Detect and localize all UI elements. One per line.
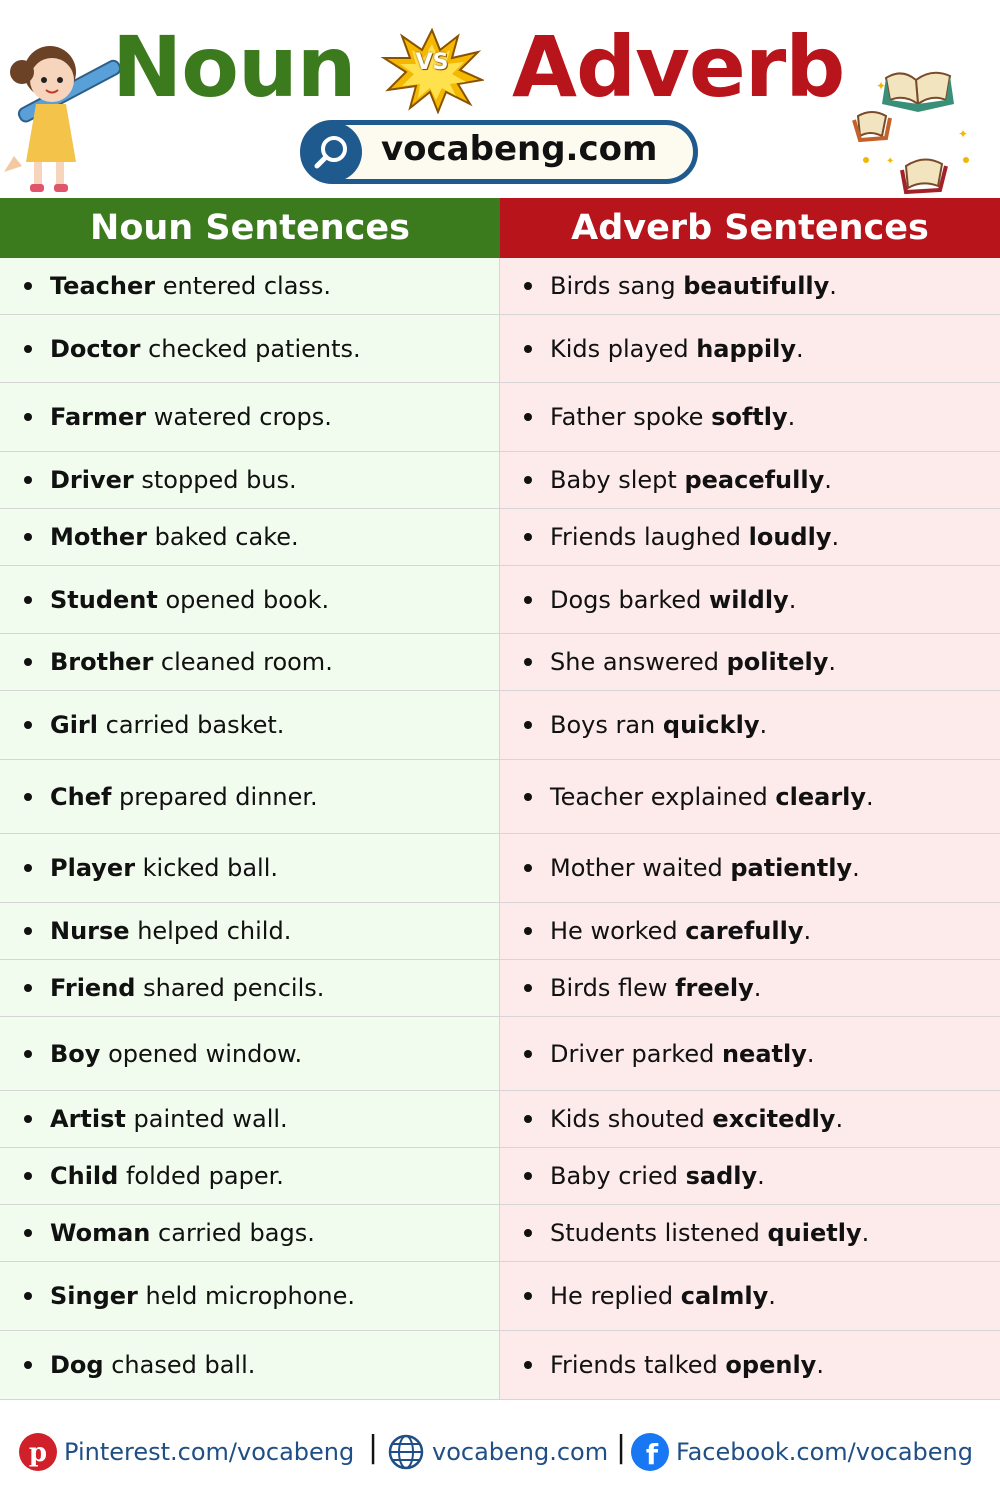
adverb-sentence-start: Teacher explained <box>550 782 776 811</box>
adverb-word: peacefully <box>684 466 825 494</box>
adverb-word: calmly <box>680 1282 769 1310</box>
adverb-sentence <box>550 711 767 739</box>
noun-sentence-row <box>0 691 500 760</box>
noun-sentence-rest: painted wall. <box>125 1105 288 1133</box>
adverb-sentence-start: She answered <box>550 648 727 676</box>
svg-text:✦: ✦ <box>886 156 895 167</box>
adverb-sentence-start: He replied <box>550 1282 681 1310</box>
bullet-icon <box>524 984 532 992</box>
adverb-sentence <box>550 586 796 614</box>
search-icon <box>302 122 362 182</box>
comparison-table <box>0 198 1000 1400</box>
noun-sentence <box>50 648 333 676</box>
noun-sentence <box>50 974 324 1002</box>
adverb-word: carefully <box>685 917 804 945</box>
bullet-icon <box>24 1229 32 1237</box>
noun-word: Doctor <box>50 334 141 363</box>
adverb-word: clearly <box>775 782 867 811</box>
noun-sentence-rest: entered class. <box>155 272 332 300</box>
svg-text:✦: ✦ <box>958 127 969 141</box>
adverb-sentence-start: Birds flew <box>550 974 676 1002</box>
noun-word: Player <box>50 854 136 882</box>
noun-sentence-rest: watered crops. <box>146 403 332 431</box>
bullet-icon <box>24 1292 32 1300</box>
bullet-icon <box>24 282 32 290</box>
adverb-sentence <box>550 466 832 494</box>
noun-sentence-row <box>0 1262 500 1331</box>
facebook-icon <box>630 1432 670 1472</box>
bullet-icon <box>524 1050 532 1058</box>
noun-sentence-row <box>0 960 500 1017</box>
bullet-icon <box>24 721 32 729</box>
adverb-sentence-start: He worked <box>550 917 686 945</box>
bullet-icon <box>24 864 32 872</box>
adverb-sentence-row <box>500 760 1000 834</box>
noun-word: Singer <box>50 1282 138 1310</box>
noun-sentence-row <box>0 383 500 452</box>
website-link[interactable] <box>386 1430 608 1474</box>
bullet-icon <box>24 596 32 604</box>
noun-word: Brother <box>50 648 154 676</box>
globe-icon <box>386 1432 426 1472</box>
vs-badge <box>380 28 484 114</box>
adverb-sentence <box>550 1219 869 1247</box>
noun-word: Girl <box>50 711 98 739</box>
pinterest-icon <box>18 1432 58 1472</box>
noun-sentence-row <box>0 509 500 566</box>
bullet-icon <box>524 793 532 801</box>
noun-sentence-row <box>0 1017 500 1091</box>
title-adverb: Adverb <box>512 18 845 116</box>
bullet-icon <box>24 1115 32 1123</box>
bullet-icon <box>524 1115 532 1123</box>
adverb-word: beautifully <box>683 272 830 300</box>
adverb-sentence-end: . <box>852 854 860 882</box>
adverb-word: sadly <box>685 1162 758 1190</box>
noun-word: Student <box>50 585 158 614</box>
adverb-sentence <box>550 1162 765 1190</box>
bullet-icon <box>524 282 532 290</box>
noun-sentence-row <box>0 903 500 960</box>
noun-sentence <box>50 783 318 811</box>
adverb-sentence-row <box>500 258 1000 315</box>
adverb-word: neatly <box>721 1039 807 1068</box>
bullet-icon <box>524 1292 532 1300</box>
bullet-icon <box>24 658 32 666</box>
adverb-sentence-end: . <box>806 1039 815 1068</box>
noun-word: Nurse <box>50 917 130 945</box>
adverb-sentence <box>550 974 761 1002</box>
adverb-sentence-row <box>500 1091 1000 1148</box>
noun-sentence <box>50 403 332 431</box>
bullet-icon <box>24 793 32 801</box>
bullet-icon <box>24 476 32 484</box>
bullet-icon <box>24 927 32 935</box>
adverb-word: openly <box>725 1351 817 1379</box>
adverb-word: politely <box>726 648 829 676</box>
bullet-icon <box>524 1172 532 1180</box>
adverb-sentence-end: . <box>757 1162 765 1190</box>
bullet-icon <box>524 1361 532 1369</box>
adverb-sentence-start: Baby slept <box>550 466 685 494</box>
adverb-sentence-end: . <box>861 1219 870 1247</box>
adverb-sentence-start: Father spoke <box>550 403 712 431</box>
adverb-sentence-end: . <box>759 711 768 739</box>
adverb-sentence-start: Dogs barked <box>550 585 710 614</box>
noun-sentence-row <box>0 258 500 315</box>
adverb-sentence-end: . <box>828 648 837 676</box>
noun-column-header: Noun Sentences <box>0 198 500 258</box>
adverb-word: freely <box>675 974 754 1002</box>
bullet-icon <box>24 533 32 541</box>
adverb-sentence-end: . <box>829 272 837 300</box>
adverb-sentence <box>550 523 839 551</box>
noun-sentence-row <box>0 1148 500 1205</box>
noun-sentence <box>50 1162 284 1190</box>
adverb-sentence-row <box>500 1205 1000 1262</box>
flying-books-illustration <box>846 60 986 200</box>
adverb-sentence-start: Students listened <box>550 1219 768 1247</box>
adverb-sentence-start: Baby cried <box>550 1162 686 1190</box>
facebook-label: Facebook.com/vocabeng <box>676 1438 973 1466</box>
adverb-sentence <box>550 335 804 363</box>
adverb-sentence <box>550 854 860 882</box>
noun-word: Boy <box>50 1039 101 1068</box>
adverb-word: excitedly <box>712 1105 836 1133</box>
adverb-sentence <box>550 272 837 300</box>
noun-sentence <box>50 1351 255 1379</box>
noun-sentence-row <box>0 452 500 509</box>
adverb-word: loudly <box>748 523 832 551</box>
noun-word: Friend <box>50 974 136 1002</box>
adverb-sentence-row <box>500 566 1000 634</box>
pinterest-link[interactable] <box>18 1430 354 1474</box>
noun-word: Child <box>50 1162 119 1190</box>
adverb-sentence-row <box>500 1331 1000 1400</box>
noun-sentence-row <box>0 634 500 691</box>
noun-sentence-rest: opened window. <box>100 1039 303 1068</box>
adverb-sentence <box>550 648 836 676</box>
noun-word: Teacher <box>50 272 156 300</box>
noun-sentence-row <box>0 1091 500 1148</box>
bullet-icon <box>524 476 532 484</box>
noun-sentence-rest: cleaned room. <box>153 648 333 676</box>
adverb-sentence-row <box>500 452 1000 509</box>
header <box>0 0 1000 198</box>
svg-text:f: f <box>645 1438 659 1471</box>
adverb-sentence-start: Kids shouted <box>550 1105 713 1133</box>
adverb-sentence-end: . <box>803 917 812 945</box>
noun-sentence-rest: held microphone. <box>137 1282 356 1310</box>
bullet-icon <box>24 345 32 353</box>
bullet-icon <box>524 1229 532 1237</box>
svg-text:p: p <box>28 1438 48 1468</box>
adverb-sentence-row <box>500 315 1000 383</box>
noun-sentence <box>50 272 331 300</box>
adverb-word: quietly <box>767 1219 862 1247</box>
adverb-sentence-start: Friends talked <box>550 1351 726 1379</box>
adverb-sentence-row <box>500 960 1000 1017</box>
adverb-sentence-row <box>500 691 1000 760</box>
website-label: vocabeng.com <box>432 1438 609 1466</box>
noun-sentence-rest: helped child. <box>129 917 292 945</box>
adverb-sentence-end: . <box>788 585 797 614</box>
adverb-sentence-end: . <box>824 466 832 494</box>
noun-sentence-rest: chased ball. <box>103 1351 256 1379</box>
bullet-icon <box>524 413 532 421</box>
adverb-sentence-end: . <box>795 334 804 363</box>
vs-label: VS <box>415 50 449 75</box>
bullet-icon <box>524 864 532 872</box>
noun-sentence-rest: carried basket. <box>98 711 285 739</box>
adverb-sentence-end: . <box>768 1282 776 1310</box>
adverb-sentence <box>550 1040 815 1068</box>
noun-sentence-row <box>0 834 500 903</box>
noun-sentence <box>50 1219 315 1247</box>
noun-sentence-rest: kicked ball. <box>135 854 278 882</box>
noun-word: Mother <box>50 523 148 551</box>
bullet-icon <box>24 1050 32 1058</box>
adverb-sentence <box>550 917 811 945</box>
adverb-sentence <box>550 1282 776 1310</box>
noun-sentence-rest: folded paper. <box>118 1162 284 1190</box>
adverb-sentence-row <box>500 1017 1000 1091</box>
svg-text:✦: ✦ <box>876 79 887 93</box>
adverb-sentence-row <box>500 834 1000 903</box>
bullet-icon <box>524 658 532 666</box>
adverb-sentence-row <box>500 1262 1000 1331</box>
adverb-sentence-row <box>500 383 1000 452</box>
noun-sentence <box>50 586 329 614</box>
noun-word: Woman <box>50 1219 151 1247</box>
noun-sentence <box>50 854 278 882</box>
noun-sentence <box>50 523 299 551</box>
adverb-sentence-start: Birds sang <box>550 272 684 300</box>
noun-word: Dog <box>50 1351 104 1379</box>
adverb-sentence-start: Friends laughed <box>550 523 749 551</box>
noun-sentence-rest: prepared dinner. <box>111 782 318 811</box>
bullet-icon <box>524 596 532 604</box>
adverb-sentence-row <box>500 634 1000 691</box>
noun-word: Artist <box>50 1105 126 1133</box>
adverb-sentence <box>550 1351 824 1379</box>
adverb-sentence-row <box>500 1148 1000 1205</box>
noun-sentence <box>50 466 297 494</box>
bullet-icon <box>24 1172 32 1180</box>
adverb-sentence-end: . <box>753 974 762 1002</box>
bullet-icon <box>524 721 532 729</box>
noun-sentence-rest: carried bags. <box>150 1219 315 1247</box>
noun-word: Driver <box>50 466 134 494</box>
bullet-icon <box>24 984 32 992</box>
noun-sentence-rest: stopped bus. <box>133 466 297 494</box>
noun-word: Farmer <box>50 403 147 431</box>
site-url: vocabeng.com <box>381 129 658 169</box>
adverb-sentence-row <box>500 903 1000 960</box>
adverb-sentence-end: . <box>866 782 874 811</box>
adverb-sentence-end: . <box>835 1105 844 1133</box>
noun-word: Chef <box>50 782 112 811</box>
bullet-icon <box>24 1361 32 1369</box>
noun-sentence <box>50 917 291 945</box>
noun-sentence <box>50 335 361 363</box>
bullet-icon <box>524 345 532 353</box>
footer-separator: | <box>616 1430 627 1465</box>
adverb-column-header: Adverb Sentences <box>500 198 1000 258</box>
adverb-sentence-row <box>500 509 1000 566</box>
adverb-sentence-end: . <box>831 523 840 551</box>
adverb-word: softly <box>711 403 788 431</box>
bullet-icon <box>524 927 532 935</box>
noun-sentence <box>50 711 284 739</box>
title-noun: Noun <box>112 18 356 116</box>
noun-sentence-row <box>0 760 500 834</box>
bullet-icon <box>24 413 32 421</box>
adverb-word: happily <box>696 334 796 363</box>
adverb-sentence-start: Driver parked <box>550 1039 722 1068</box>
facebook-link[interactable] <box>630 1430 973 1474</box>
adverb-sentence <box>550 403 795 431</box>
noun-sentence <box>50 1282 355 1310</box>
noun-sentence-row <box>0 1205 500 1262</box>
bullet-icon <box>524 533 532 541</box>
adverb-word: wildly <box>709 585 789 614</box>
noun-sentence-rest: checked patients. <box>140 334 361 363</box>
adverb-sentence-start: Mother waited <box>550 854 731 882</box>
footer-separator: | <box>368 1430 379 1465</box>
adverb-word: quickly <box>662 711 760 739</box>
adverb-sentence-end: . <box>787 403 796 431</box>
adverb-sentence <box>550 783 874 811</box>
noun-sentence-row <box>0 566 500 634</box>
noun-sentence-rest: baked cake. <box>147 523 299 551</box>
site-search-pill[interactable] <box>300 120 698 184</box>
pinterest-label: Pinterest.com/vocabeng <box>64 1438 355 1466</box>
noun-sentence-row <box>0 1331 500 1400</box>
noun-sentence-row <box>0 315 500 383</box>
adverb-sentence-start: Boys ran <box>550 711 663 739</box>
adverb-sentence-end: . <box>816 1351 824 1379</box>
noun-sentence-rest: opened book. <box>157 585 330 614</box>
noun-sentence <box>50 1040 302 1068</box>
adverb-word: patiently <box>730 854 853 882</box>
noun-sentence-rest: shared pencils. <box>135 974 325 1002</box>
adverb-sentence-start: Kids played <box>550 334 697 363</box>
noun-sentence <box>50 1105 288 1133</box>
footer <box>0 1400 1000 1500</box>
adverb-sentence <box>550 1105 843 1133</box>
